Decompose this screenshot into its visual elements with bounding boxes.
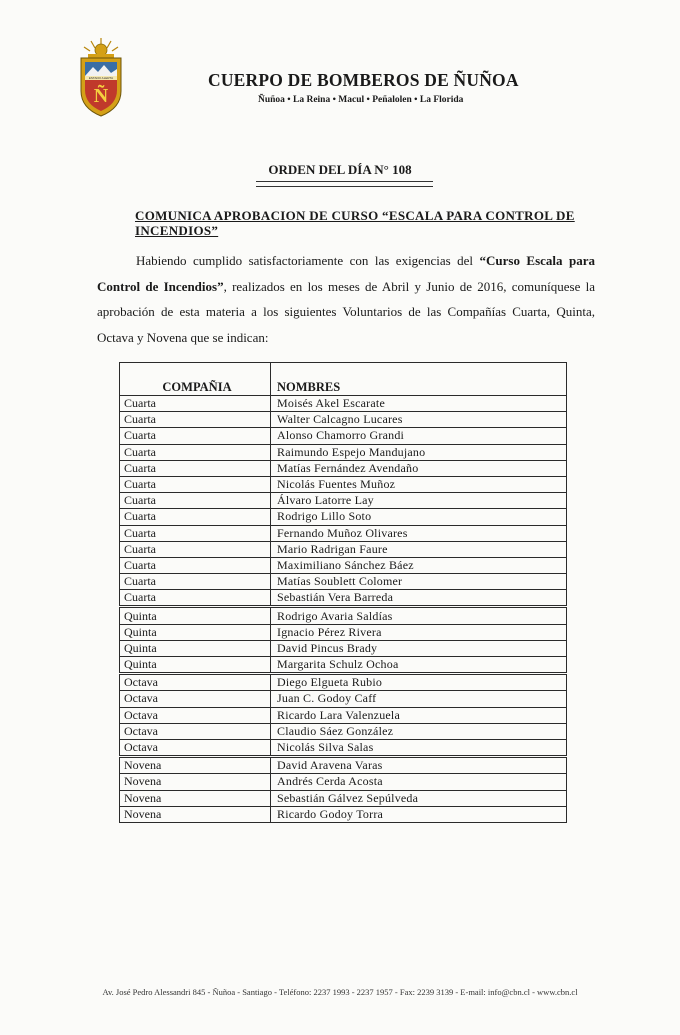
table-row: [120, 739, 567, 756]
table-row: [120, 707, 567, 723]
organization-communes: Ñuñoa • La Reina • Macul • Peñalolen • La Florida: [258, 95, 464, 105]
title-underline-divider: [256, 181, 433, 187]
table-row: [120, 428, 567, 444]
company-cell: Octava: [120, 723, 271, 739]
volunteer-name-cell: David Pincus Brady: [271, 640, 567, 656]
table-row: [120, 790, 567, 806]
body-paragraph: [97, 248, 595, 350]
shield-emblem-icon: [76, 36, 126, 118]
volunteers-table: [119, 362, 567, 823]
volunteer-name-cell: Claudio Sáez González: [271, 723, 567, 739]
volunteer-name-cell: Sebastián Gálvez Sepúlveda: [271, 790, 567, 806]
volunteer-name-cell: Matías Fernández Avendaño: [271, 460, 567, 476]
volunteer-name-cell: Sebastián Vera Barreda: [271, 590, 567, 607]
company-cell: Cuarta: [120, 412, 271, 428]
volunteer-name-cell: Nicolás Silva Salas: [271, 739, 567, 756]
table-spacer-row: [120, 363, 567, 381]
volunteer-name-cell: Álvaro Latorre Lay: [271, 493, 567, 509]
table-row: [120, 774, 567, 790]
volunteer-name-cell: Alonso Chamorro Grandi: [271, 428, 567, 444]
company-cell: Cuarta: [120, 509, 271, 525]
table-row: [120, 509, 567, 525]
company-cell: Quinta: [120, 640, 271, 656]
volunteer-name-cell: Ignacio Pérez Rivera: [271, 624, 567, 640]
volunteers-table-body: [120, 363, 567, 823]
company-cell: Quinta: [120, 657, 271, 674]
table-row: [120, 476, 567, 492]
table-row: [120, 590, 567, 607]
company-cell: Cuarta: [120, 525, 271, 541]
organization-name: CUERPO DE BOMBEROS DE ÑUÑOA: [208, 70, 519, 90]
table-row: [120, 757, 567, 774]
company-cell: Cuarta: [120, 460, 271, 476]
table-row: [120, 541, 567, 557]
company-cell: Quinta: [120, 607, 271, 624]
company-cell: Octava: [120, 691, 271, 707]
company-cell: Cuarta: [120, 590, 271, 607]
column-header-names: NOMBRES: [271, 380, 567, 396]
volunteer-name-cell: Andrés Cerda Acosta: [271, 774, 567, 790]
company-cell: Novena: [120, 806, 271, 822]
volunteer-name-cell: Rodrigo Avaria Saldías: [271, 607, 567, 624]
volunteer-name-cell: Margarita Schulz Ochoa: [271, 657, 567, 674]
company-cell: Cuarta: [120, 493, 271, 509]
volunteer-name-cell: Rodrigo Lillo Soto: [271, 509, 567, 525]
table-row: [120, 806, 567, 822]
table-row: [120, 723, 567, 739]
company-cell: Cuarta: [120, 557, 271, 573]
volunteer-name-cell: Walter Calcagno Lucares: [271, 412, 567, 428]
company-cell: Cuarta: [120, 444, 271, 460]
table-row: [120, 493, 567, 509]
table-row: [120, 640, 567, 656]
logo-letter: Ñ: [93, 85, 109, 107]
table-row: [120, 557, 567, 573]
volunteer-name-cell: Mario Radrigan Faure: [271, 541, 567, 557]
volunteer-name-cell: Fernando Muñoz Olivares: [271, 525, 567, 541]
subject-heading: COMUNICA APROBACION DE CURSO “ESCALA PARA CONTROL DE INCENDIOS”: [135, 208, 575, 238]
table-row: [120, 624, 567, 640]
company-cell: Cuarta: [120, 428, 271, 444]
company-cell: Octava: [120, 674, 271, 691]
volunteer-name-cell: Maximiliano Sánchez Báez: [271, 557, 567, 573]
volunteer-name-cell: David Aravena Varas: [271, 757, 567, 774]
volunteer-name-cell: Juan C. Godoy Caff: [271, 691, 567, 707]
table-row: [120, 674, 567, 691]
company-cell: Octava: [120, 707, 271, 723]
company-cell: Novena: [120, 790, 271, 806]
table-row: [120, 525, 567, 541]
volunteer-name-cell: Matías Soublett Colomer: [271, 574, 567, 590]
company-cell: Octava: [120, 739, 271, 756]
table-header-row: [120, 380, 567, 396]
body-text-part2: , realizados en los meses de Abril y Junio de 2016, comuníquese la aprobación de esta materia a los siguientes Voluntarios de las Compañías Cuarta, Quinta, Octava y Novena que se indican:: [97, 278, 595, 345]
table-row: [120, 412, 567, 428]
volunteer-name-cell: Ricardo Godoy Torra: [271, 806, 567, 822]
fire-department-logo: [76, 36, 126, 118]
company-cell: Cuarta: [120, 476, 271, 492]
volunteer-name-cell: Nicolás Fuentes Muñoz: [271, 476, 567, 492]
table-row: [120, 444, 567, 460]
table-row: [120, 607, 567, 624]
table-row: [120, 574, 567, 590]
table-row: [120, 657, 567, 674]
company-cell: Novena: [120, 774, 271, 790]
company-cell: Quinta: [120, 624, 271, 640]
footer-contact: Av. José Pedro Alessandri 845 - Ñuñoa - Santiago - Teléfono: 2237 1993 - 2237 1957 - Fax: 2239 3139 - E-mail: info@cbn.cl - www.cbn.cl: [102, 987, 578, 997]
column-header-company: COMPAÑIA: [120, 380, 271, 396]
table-row: [120, 691, 567, 707]
table-row: [120, 460, 567, 476]
company-cell: Cuarta: [120, 541, 271, 557]
company-cell: Cuarta: [120, 574, 271, 590]
body-text-part1: Habiendo cumplido satisfactoriamente con las exigencias del: [136, 253, 480, 268]
course-name: “Curso Escala para Control de Incendios”: [97, 253, 596, 294]
logo-band-text: ESTADO ALERTA: [88, 76, 114, 81]
volunteer-name-cell: Ricardo Lara Valenzuela: [271, 707, 567, 723]
volunteer-name-cell: Diego Elgueta Rubio: [271, 674, 567, 691]
table-row: [120, 396, 567, 412]
company-cell: Cuarta: [120, 396, 271, 412]
company-cell: Novena: [120, 757, 271, 774]
volunteer-name-cell: Raimundo Espejo Mandujano: [271, 444, 567, 460]
order-title: ORDEN DEL DÍA N° 108: [268, 162, 412, 177]
volunteer-name-cell: Moisés Akel Escarate: [271, 396, 567, 412]
